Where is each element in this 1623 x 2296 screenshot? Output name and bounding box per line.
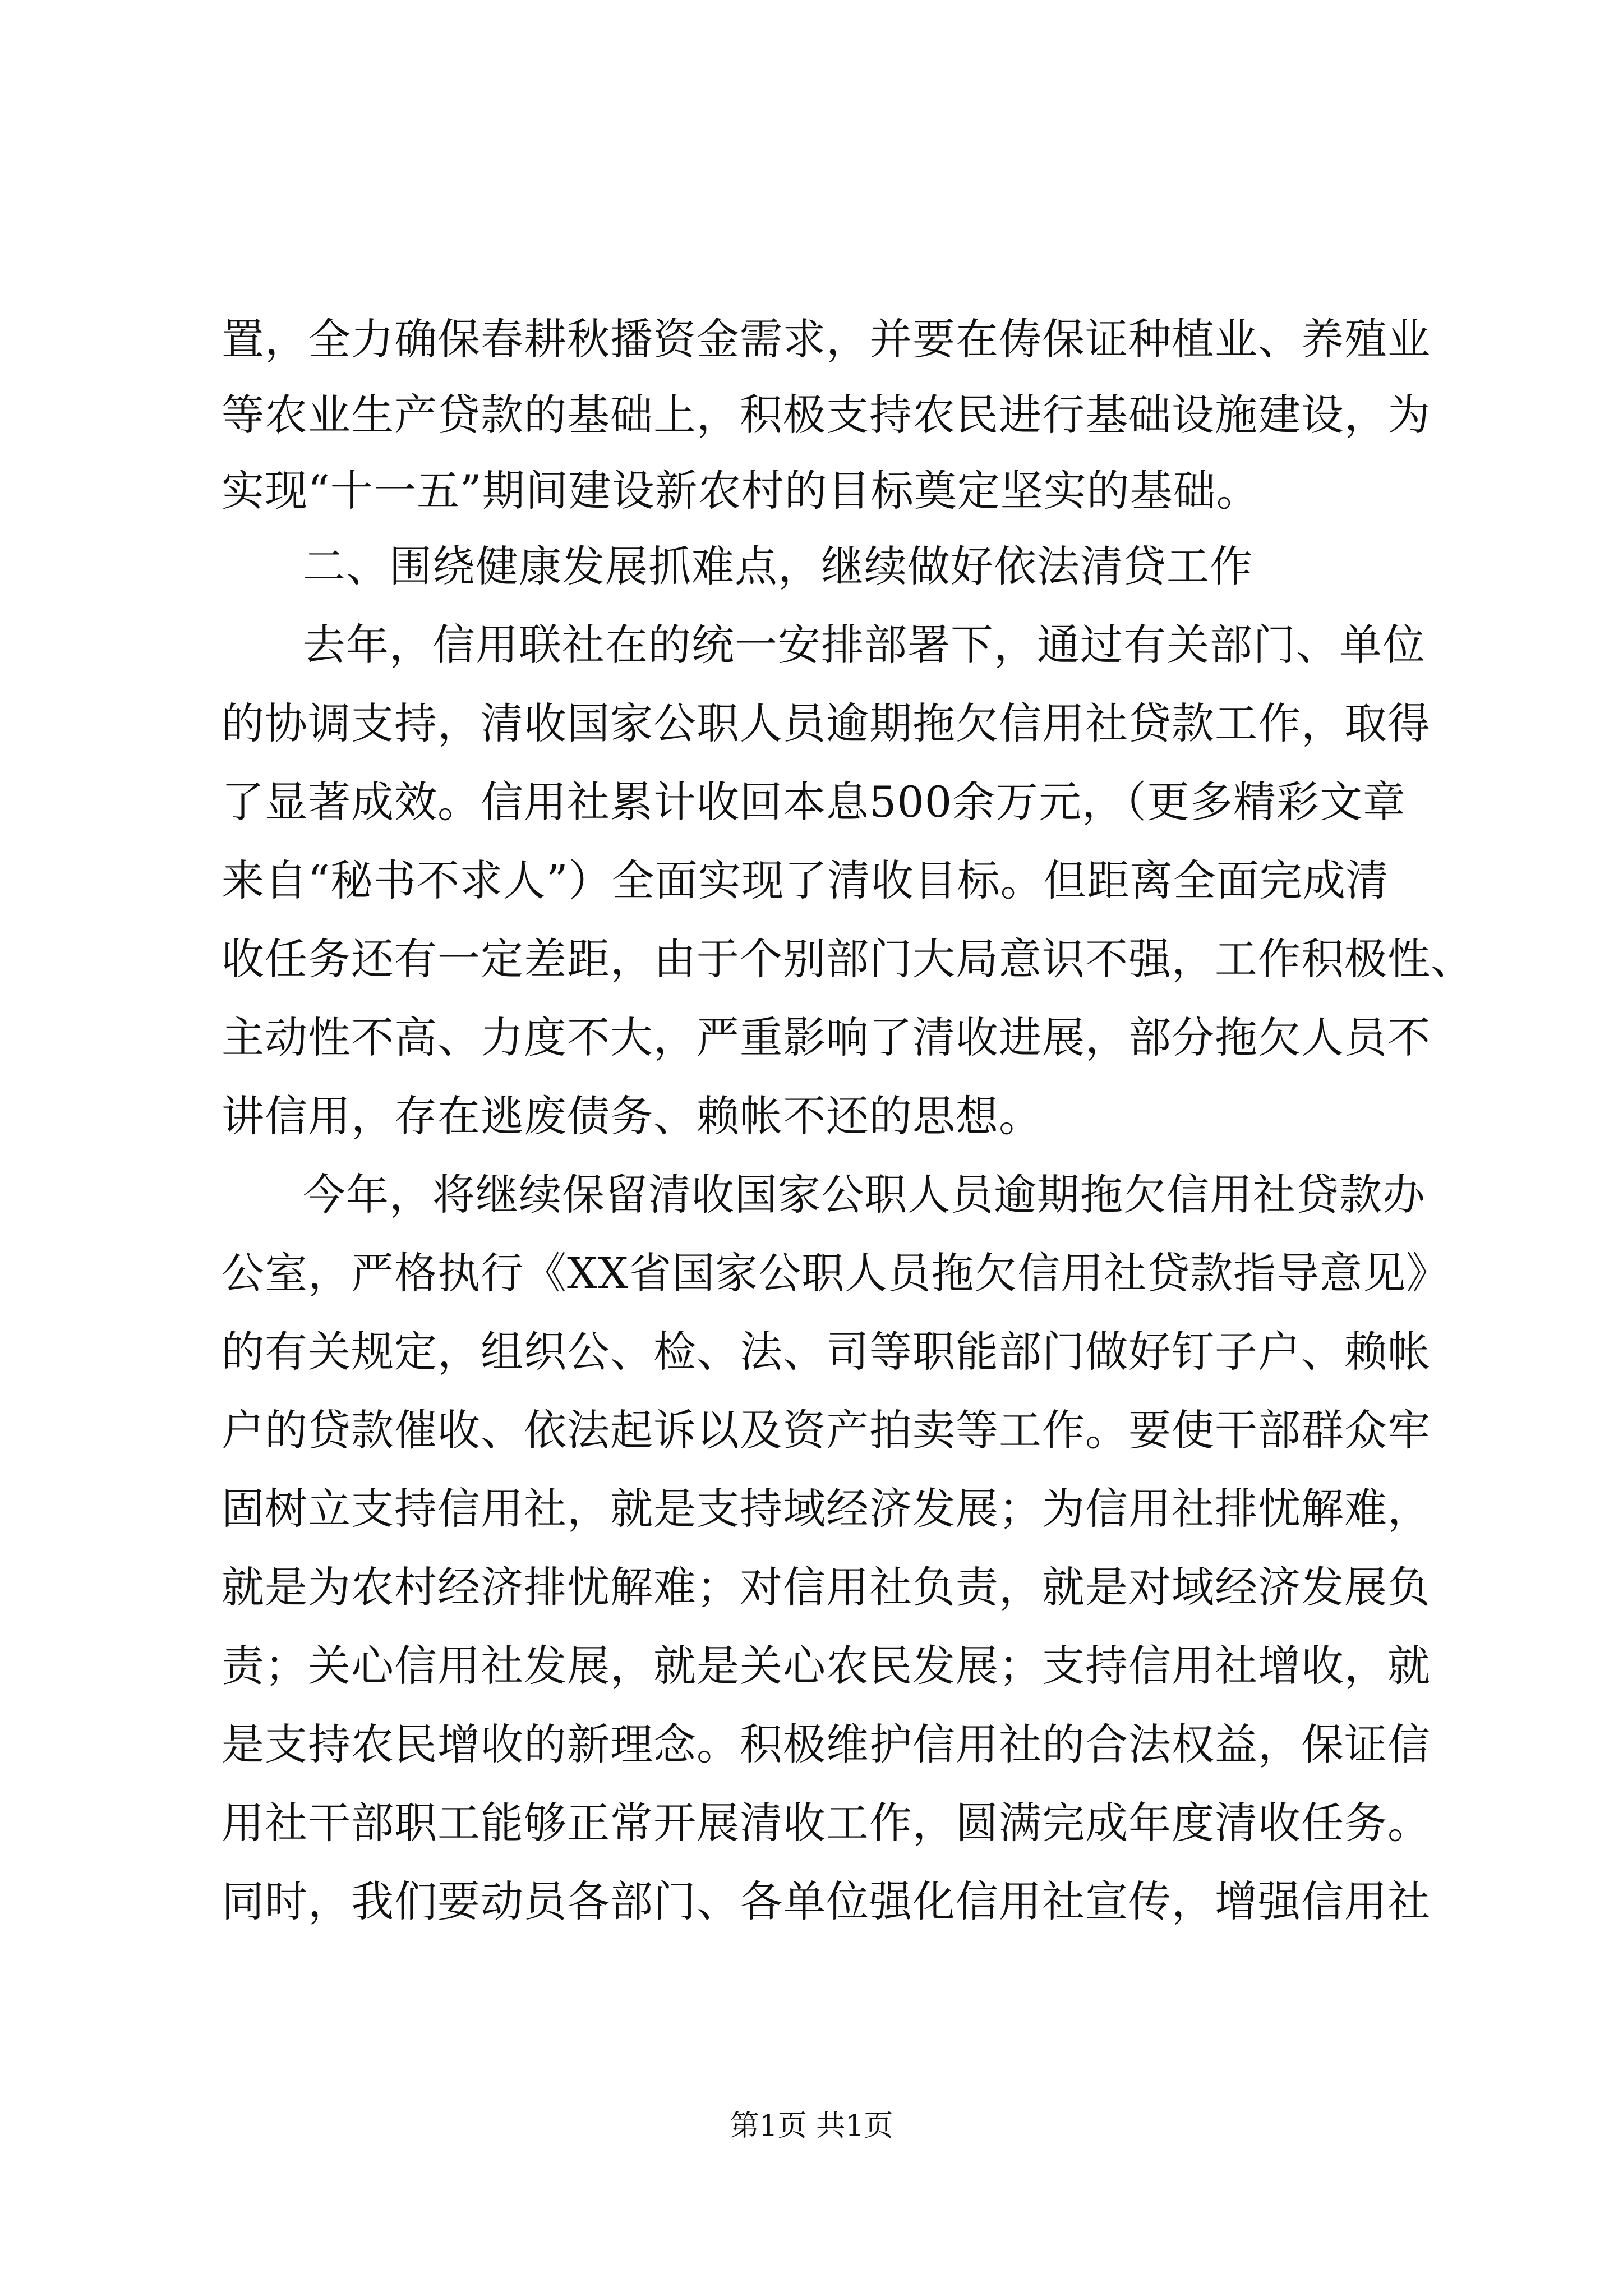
body-line: 同时，我们要动员各部门、各单位强化信用社宣传，增强信用社 xyxy=(222,1876,1431,1926)
body-line: 责；关心信用社发展，就是关心农民发展；支持信用社增收，就 xyxy=(222,1641,1431,1691)
body-line: 今年，将继续保留清收国家公职人员逾期拖欠信用社贷款办 xyxy=(303,1170,1426,1220)
body-line: 用社干部职工能够正常开展清收工作，圆满完成年度清收任务。 xyxy=(222,1798,1431,1848)
body-line: 的有关规定，组织公、检、法、司等职能部门做好钉子户、赖帐 xyxy=(222,1327,1431,1377)
body-line: 讲信用，存在逃废债务、赖帐不还的思想。 xyxy=(222,1091,1042,1141)
page-footer: 第1页 共1页 xyxy=(730,2109,893,2143)
body-line: 实现“十一五”期间建设新农村的目标奠定坚实的基础。 xyxy=(222,466,1260,516)
body-line: 就是为农村经济排忧解难；对信用社负责，就是对域经济发展负 xyxy=(222,1562,1431,1612)
body-line: 主动性不高、力度不大，严重影响了清收进展，部分拖欠人员不 xyxy=(222,1013,1431,1062)
body-line: 收任务还有一定差距，由于个别部门大局意识不强，工作积极性、 xyxy=(222,934,1474,984)
body-line: 是支持农民增收的新理念。积极维护信用社的合法权益，保证信 xyxy=(222,1719,1431,1769)
body-line: 了显著成效。信用社累计收回本息500余万元，（更多精彩文章 xyxy=(222,777,1407,827)
body-line: 户的贷款催收、依法起诉以及资产拍卖等工作。要使干部群众牢 xyxy=(222,1405,1431,1455)
body-line: 置，全力确保春耕秋播资金需求，并要在俦保证种植业、养殖业 xyxy=(222,314,1431,364)
body-line: 去年，信用联社在的统一安排部署下，通过有关部门、单位 xyxy=(303,620,1426,670)
body-line: 等农业生产贷款的基础上，积极支持农民进行基础设施建设，为 xyxy=(222,390,1431,440)
body-line: 来自“秘书不求人”）全面实现了清收目标。但距离全面完成清 xyxy=(222,855,1389,905)
body-line: 公室，严格执行《XX省国家公职人员拖欠信用社贷款指导意见》 xyxy=(222,1248,1450,1298)
body-line: 的协调支持，清收国家公职人员逾期拖欠信用社贷款工作，取得 xyxy=(222,698,1431,748)
section-heading: 二、围绕健康发展抓难点，继续做好依法清贷工作 xyxy=(303,541,1253,591)
body-line: 固树立支持信用社，就是支持域经济发展；为信用社排忧解难， xyxy=(222,1484,1431,1534)
